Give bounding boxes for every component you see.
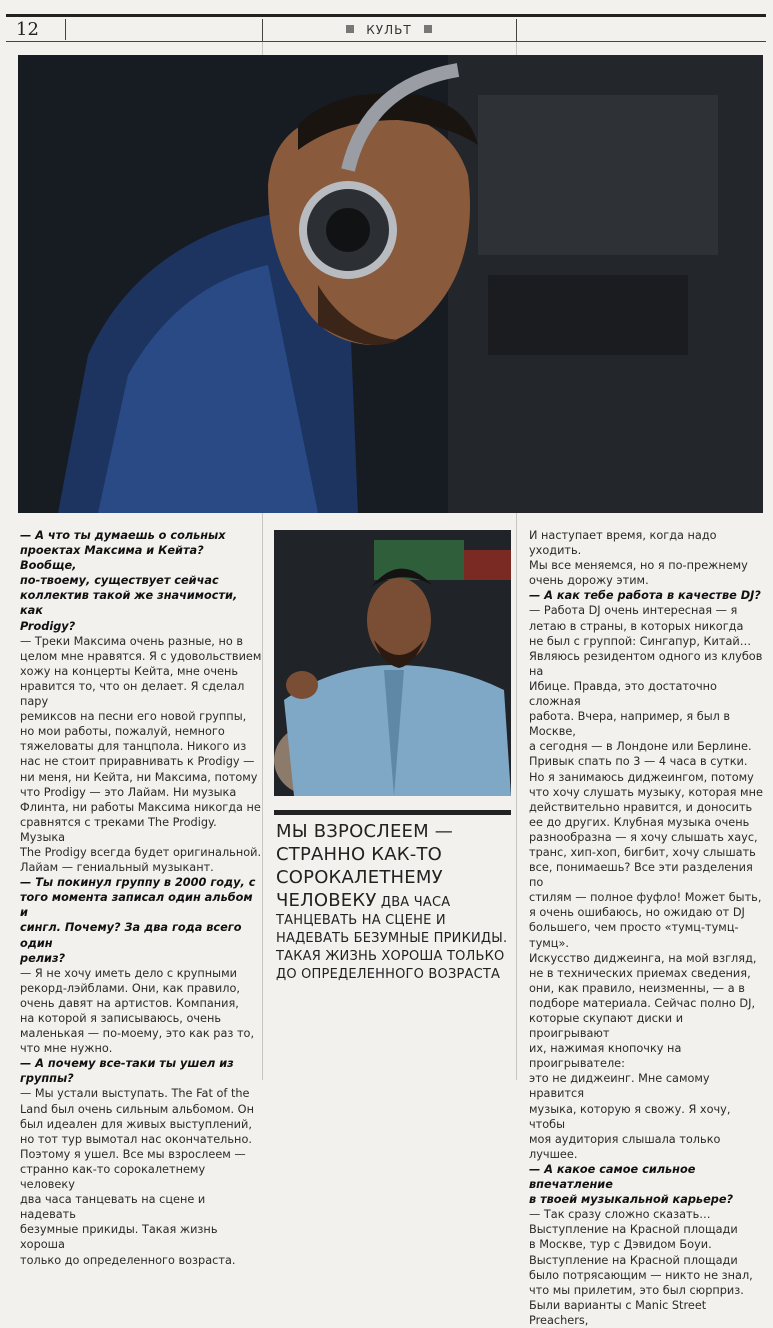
section-label xyxy=(262,19,516,41)
square-icon xyxy=(346,25,354,33)
question: — А как тебе работа в качестве DJ? xyxy=(529,589,761,603)
photo-dj-headphones-icon xyxy=(18,55,763,513)
answer: — Работа DJ очень интересная — я летаю в страны, в которых никогда не был с группой: Сингапур, Китай… Являюсь резидентом одного из клубов на Ибице. Правда, это достаточно сложная работа. Вчера, например, я был в Москве, а сегодня — в Лондоне или Берлине. Привык спать по 3 — 4 часа в сутки. Но я занимаюсь диджеингом, потому что хочу слушать музыку, которая мне действительно нравится, и доносить ее до других. Клубная музыка очень разнообразна — я хочу слышать хаус, транс, хип-хоп, бигбит, хочу слышать все, понимаешь? Все эти разделения по стилям — полное фуфло! Может быть, я очень ошибаюсь, но ожидаю от DJ большего, чем просто «тумц-тумц-тумц». Искусство диджеинга, на мой взгляд, не в технических приемах сведения, они, как правило, неизменны, — а в подборе материала. Сейчас полно DJ, которые скупают диски и проигрывают их, нажимая кнопочку на проигрывателе: это не диджеинг. Мне самому нравится музыка, которую я свожу. Я хочу, чтобы моя аудитория слышала только лучшее. xyxy=(529,604,763,1161)
question: — А что ты думаешь о сольных проектах Максима и Кейта? Вообще, по-твоему, существует сейчас коллектив такой же значимости, как Prodigy? xyxy=(20,529,238,633)
main-photo xyxy=(18,55,763,513)
answer: — Так сразу сложно сказать… Выступление на Красной площади в Москве, тур с Дэвидом Боуи. Выступление на Красной площади было потрясающим — никто не знал, что мы прилетим, это был сюрприз. Были варианты с Manic Street Preachers, xyxy=(529,1208,753,1327)
pull-quote xyxy=(276,820,514,984)
photo-man-seated-icon xyxy=(274,530,511,796)
answer: — Мы устали выступать. The Fat of the Land был очень сильным альбомом. Он был идеален для живых выступлений, но тот тур вымотал нас окончательно. Поэтому я ушел. Все мы взрослеем — странно как-то сорокалетнему человеку два часа танцевать на сцене и надевать безумные прикиды. Такая жизнь хороша только до определенного возраста. xyxy=(20,1087,254,1267)
answer: — Я не хочу иметь дело с крупными рекорд-лэйблами. Они, как правило, очень давят на артистов. Компания, на которой я записываюсь, очень маленькая — по-моему, это как раз то, что мне нужно. xyxy=(20,966,255,1056)
article-column-1 xyxy=(20,528,262,1268)
square-icon xyxy=(424,25,432,33)
section-title: КУЛЬТ xyxy=(366,23,412,37)
article-column-3 xyxy=(529,528,767,1328)
question: — Ты покинул группу в 2000 году, с того момента записал один альбом и сингл. Почему? За два года всего один релиз? xyxy=(20,876,256,965)
answer: И наступает время, когда надо уходить. Мы все меняемся, но я по-прежнему очень дорожу этим. xyxy=(529,529,748,588)
header-rule-bottom xyxy=(6,41,766,42)
page-number: 12 xyxy=(8,19,66,40)
pullquote-rule xyxy=(274,810,511,815)
answer: — Треки Максима очень разные, но в целом мне нравятся. Я с удовольствием хожу на концерты Кейта, мне очень нравится то, что он делает. Я сделал пару ремиксов на песни его новой группы, но мои работы, пожалуй, немного тяжеловаты для танцпола. Никого из нас не стоит приравнивать к Prodigy — ни меня, ни Кейта, ни Максима, потому что Prodigy — это Лайам. Ни музыка Флинта, ни работы Максима никогда не сравнятся с треками The Prodigy. Музыка The Prodigy всегда будет оригинальной. Лайам — гениальный музыкант. xyxy=(20,634,262,875)
question: — А какое самое сильное впечатление в твоей музыкальной карьере? xyxy=(529,1162,734,1207)
question: — А почему все-таки ты ушел из группы? xyxy=(20,1057,234,1086)
header-rule-top xyxy=(6,14,766,17)
inset-photo xyxy=(274,530,511,796)
pull-quote-text: ДВА ЧАСА ТАНЦЕВАТЬ НА СЦЕНЕ И НАДЕВАТЬ БЕЗУМНЫЕ ПРИКИДЫ. ТАКАЯ ЖИЗНЬ ХОРОША ТОЛЬКО ДО ОПРЕДЕЛЕННОГО ВОЗРАСТА xyxy=(276,895,508,982)
pull-quote-lead: МЫ ВЗРОСЛЕЕМ — СТРАННО КАК-ТО СОРОКАЛЕТНЕМУ ЧЕЛОВЕКУ xyxy=(276,821,453,911)
header-divider xyxy=(516,19,517,41)
